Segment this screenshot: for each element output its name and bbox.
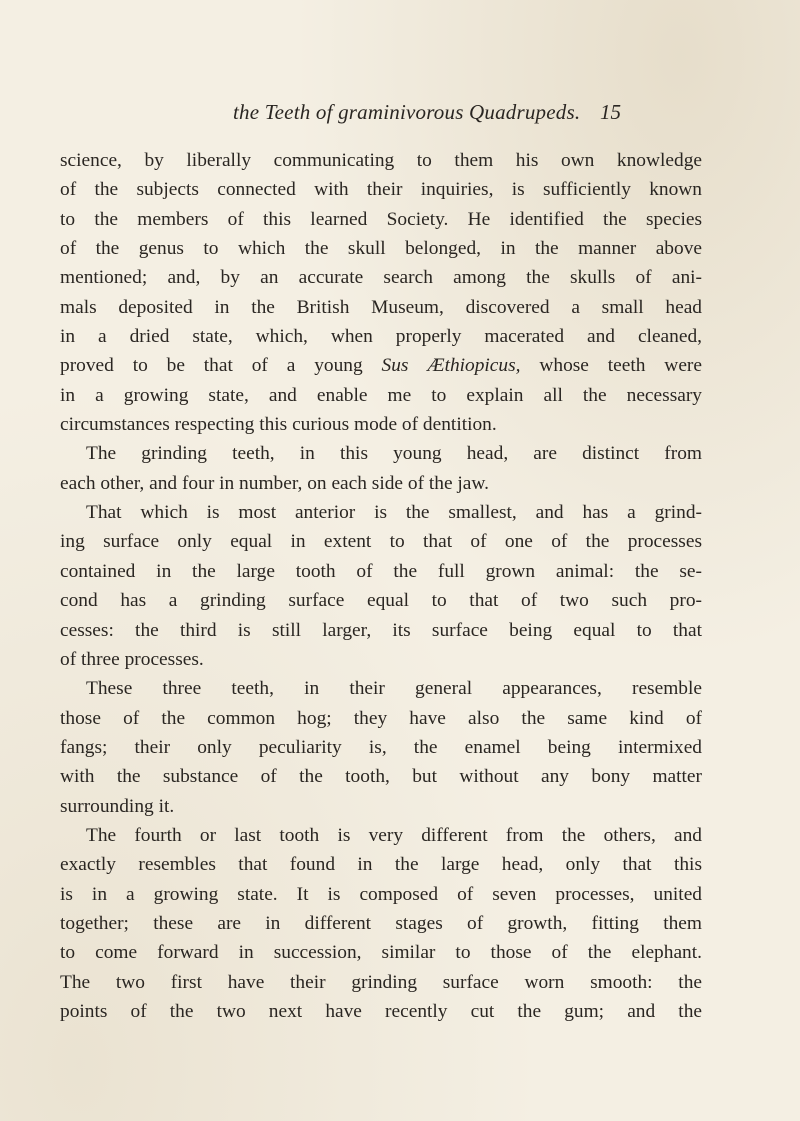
text-line: ing surface only equal in extent to that of one of the processes — [60, 531, 702, 553]
text-line: with the substance of the tooth, but without any bony matter — [60, 766, 702, 788]
text-line: science, by liberally communicating to them his own knowledge — [60, 150, 702, 171]
text-line: contained in the large tooth of the full grown animal: the se- — [60, 560, 702, 582]
text-line: The grinding teeth, in this young head, are distinct from — [86, 443, 702, 465]
text-line: These three teeth, in their general appearances, resemble — [86, 678, 702, 700]
text-line: of the genus to which the skull belonged, in the manner above — [60, 238, 702, 260]
text-line — [60, 351, 702, 380]
text-line: is in a growing state. It is composed of seven processes, united — [60, 883, 702, 905]
text-line: of three processes. — [60, 648, 204, 670]
text-line: That which is most anterior is the smallest, and has a grind- — [86, 502, 702, 524]
text-line: The fourth or last tooth is very different from the others, and — [86, 824, 702, 846]
page-number: 15 — [600, 100, 621, 124]
species-name: Sus Æthiopicus, — [381, 355, 521, 377]
body-text — [60, 146, 702, 1026]
text-line: cesses: the third is still larger, its surface being equal to that — [60, 619, 702, 641]
text-segment: proved to be that of a young — [60, 355, 382, 377]
text-segment: whose teeth were — [520, 355, 702, 377]
text-line: those of the common hog; they have also the same kind of — [60, 707, 702, 729]
text-line: in a dried state, which, when properly macerated and cleaned, — [60, 326, 702, 348]
text-line: each other, and four in number, on each side of the jaw. — [60, 472, 490, 494]
text-line: to the members of this learned Society. He identified the species — [60, 208, 702, 230]
running-title: the Teeth of graminivorous Quadrupeds. — [233, 100, 581, 124]
text-line: The two first have their grinding surface worn smooth: the — [60, 971, 702, 993]
text-line: of the subjects connected with their inquiries, is sufficiently known — [60, 179, 702, 201]
text-line: surrounding it. — [60, 795, 175, 817]
text-line: cond has a grinding surface equal to that of two such pro- — [60, 590, 702, 612]
text-line: points of the two next have recently cut the gum; and the — [60, 1000, 702, 1022]
text-line: exactly resembles that found in the large head, only that this — [60, 854, 702, 876]
text-line: circumstances respecting this curious mode of dentition. — [60, 414, 497, 436]
text-line: mals deposited in the British Museum, discovered a small head — [60, 296, 702, 318]
text-line: together; these are in different stages of growth, fitting them — [60, 912, 702, 934]
text-line: to come forward in succession, similar to those of the elephant. — [60, 942, 702, 964]
text-line: fangs; their only peculiarity is, the enamel being intermixed — [60, 736, 702, 758]
running-head — [0, 98, 800, 130]
text-line: in a growing state, and enable me to explain all the necessary — [60, 384, 702, 406]
text-line: mentioned; and, by an accurate search among the skulls of ani- — [60, 267, 702, 289]
